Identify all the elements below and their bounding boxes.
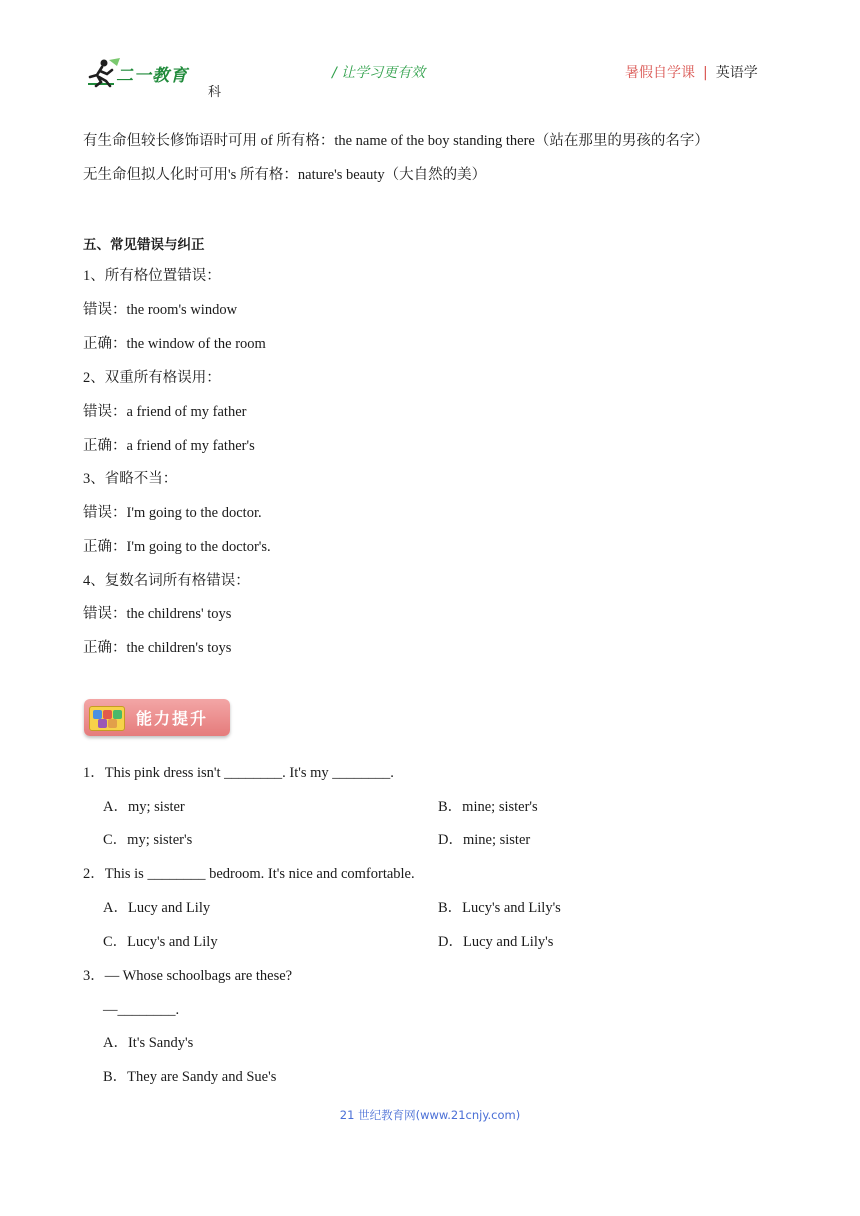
error-heading: 4、复数名词所有格错误： [83, 573, 250, 589]
right-example: 正确：the window of the room [83, 336, 266, 352]
wrong-example: 错误：the childrens' toys [83, 606, 232, 622]
question-stem: 3．— Whose schoolbags are these? [83, 968, 293, 984]
header-course-info [625, 62, 758, 82]
subject-label: 英语学 [715, 65, 758, 81]
intro-line: 有生命但较长修饰语时可用 of 所有格：the name of the boy standing there（站在那里的男孩的名字） [83, 133, 709, 149]
ability-badge [84, 699, 230, 736]
error-heading: 2、双重所有格误用： [83, 370, 221, 386]
option-b[interactable]: B．They are Sandy and Sue's [103, 1069, 277, 1085]
intro-line: 无生命但拟人化时可用's 所有格：nature's beauty（大自然的美） [83, 167, 487, 183]
question-stem: 1．This pink dress isn't ________. It's my ________. [83, 765, 394, 781]
badge-label: 能力提升 [136, 709, 209, 728]
option-a[interactable]: A．my; sister [103, 799, 185, 815]
option-b[interactable]: B．Lucy's and Lily's [438, 900, 561, 916]
wrong-example: 错误：a friend of my father [83, 404, 247, 420]
header-separator: | [703, 65, 708, 81]
option-b[interactable]: B．mine; sister's [438, 799, 538, 815]
header-subject-suffix: 科 [208, 85, 222, 100]
option-d[interactable]: D．mine; sister [438, 832, 531, 848]
right-example: 正确：the children's toys [83, 640, 232, 656]
option-c[interactable]: C．Lucy's and Lily [103, 934, 218, 950]
option-d[interactable]: D．Lucy and Lily's [438, 934, 554, 950]
logo-text: 二一教育 [116, 66, 188, 86]
question-stem: 2．This is ________ bedroom. It's nice and comfortable. [83, 866, 415, 882]
course-label: 暑假自学课 [625, 65, 695, 81]
section-title: 五、常见错误与纠正 [83, 237, 205, 253]
footer-source: 21 世纪教育网(www.21cnjy.com) [339, 1108, 521, 1122]
people-board-icon [89, 706, 125, 731]
right-example: 正确：I'm going to the doctor's. [83, 539, 271, 555]
wrong-example: 错误：the room's window [83, 302, 238, 318]
answer-blank: —________. [103, 1002, 180, 1018]
option-a[interactable]: A．It's Sandy's [103, 1035, 194, 1051]
right-example: 正确：a friend of my father's [83, 438, 255, 454]
option-c[interactable]: C．my; sister's [103, 832, 193, 848]
error-heading: 3、省略不当： [83, 471, 178, 487]
header-slogan: / 让学习更有效 [332, 65, 426, 81]
option-a[interactable]: A．Lucy and Lily [103, 900, 211, 916]
wrong-example: 错误：I'm going to the doctor. [83, 505, 262, 521]
error-heading: 1、所有格位置错误： [83, 268, 221, 284]
